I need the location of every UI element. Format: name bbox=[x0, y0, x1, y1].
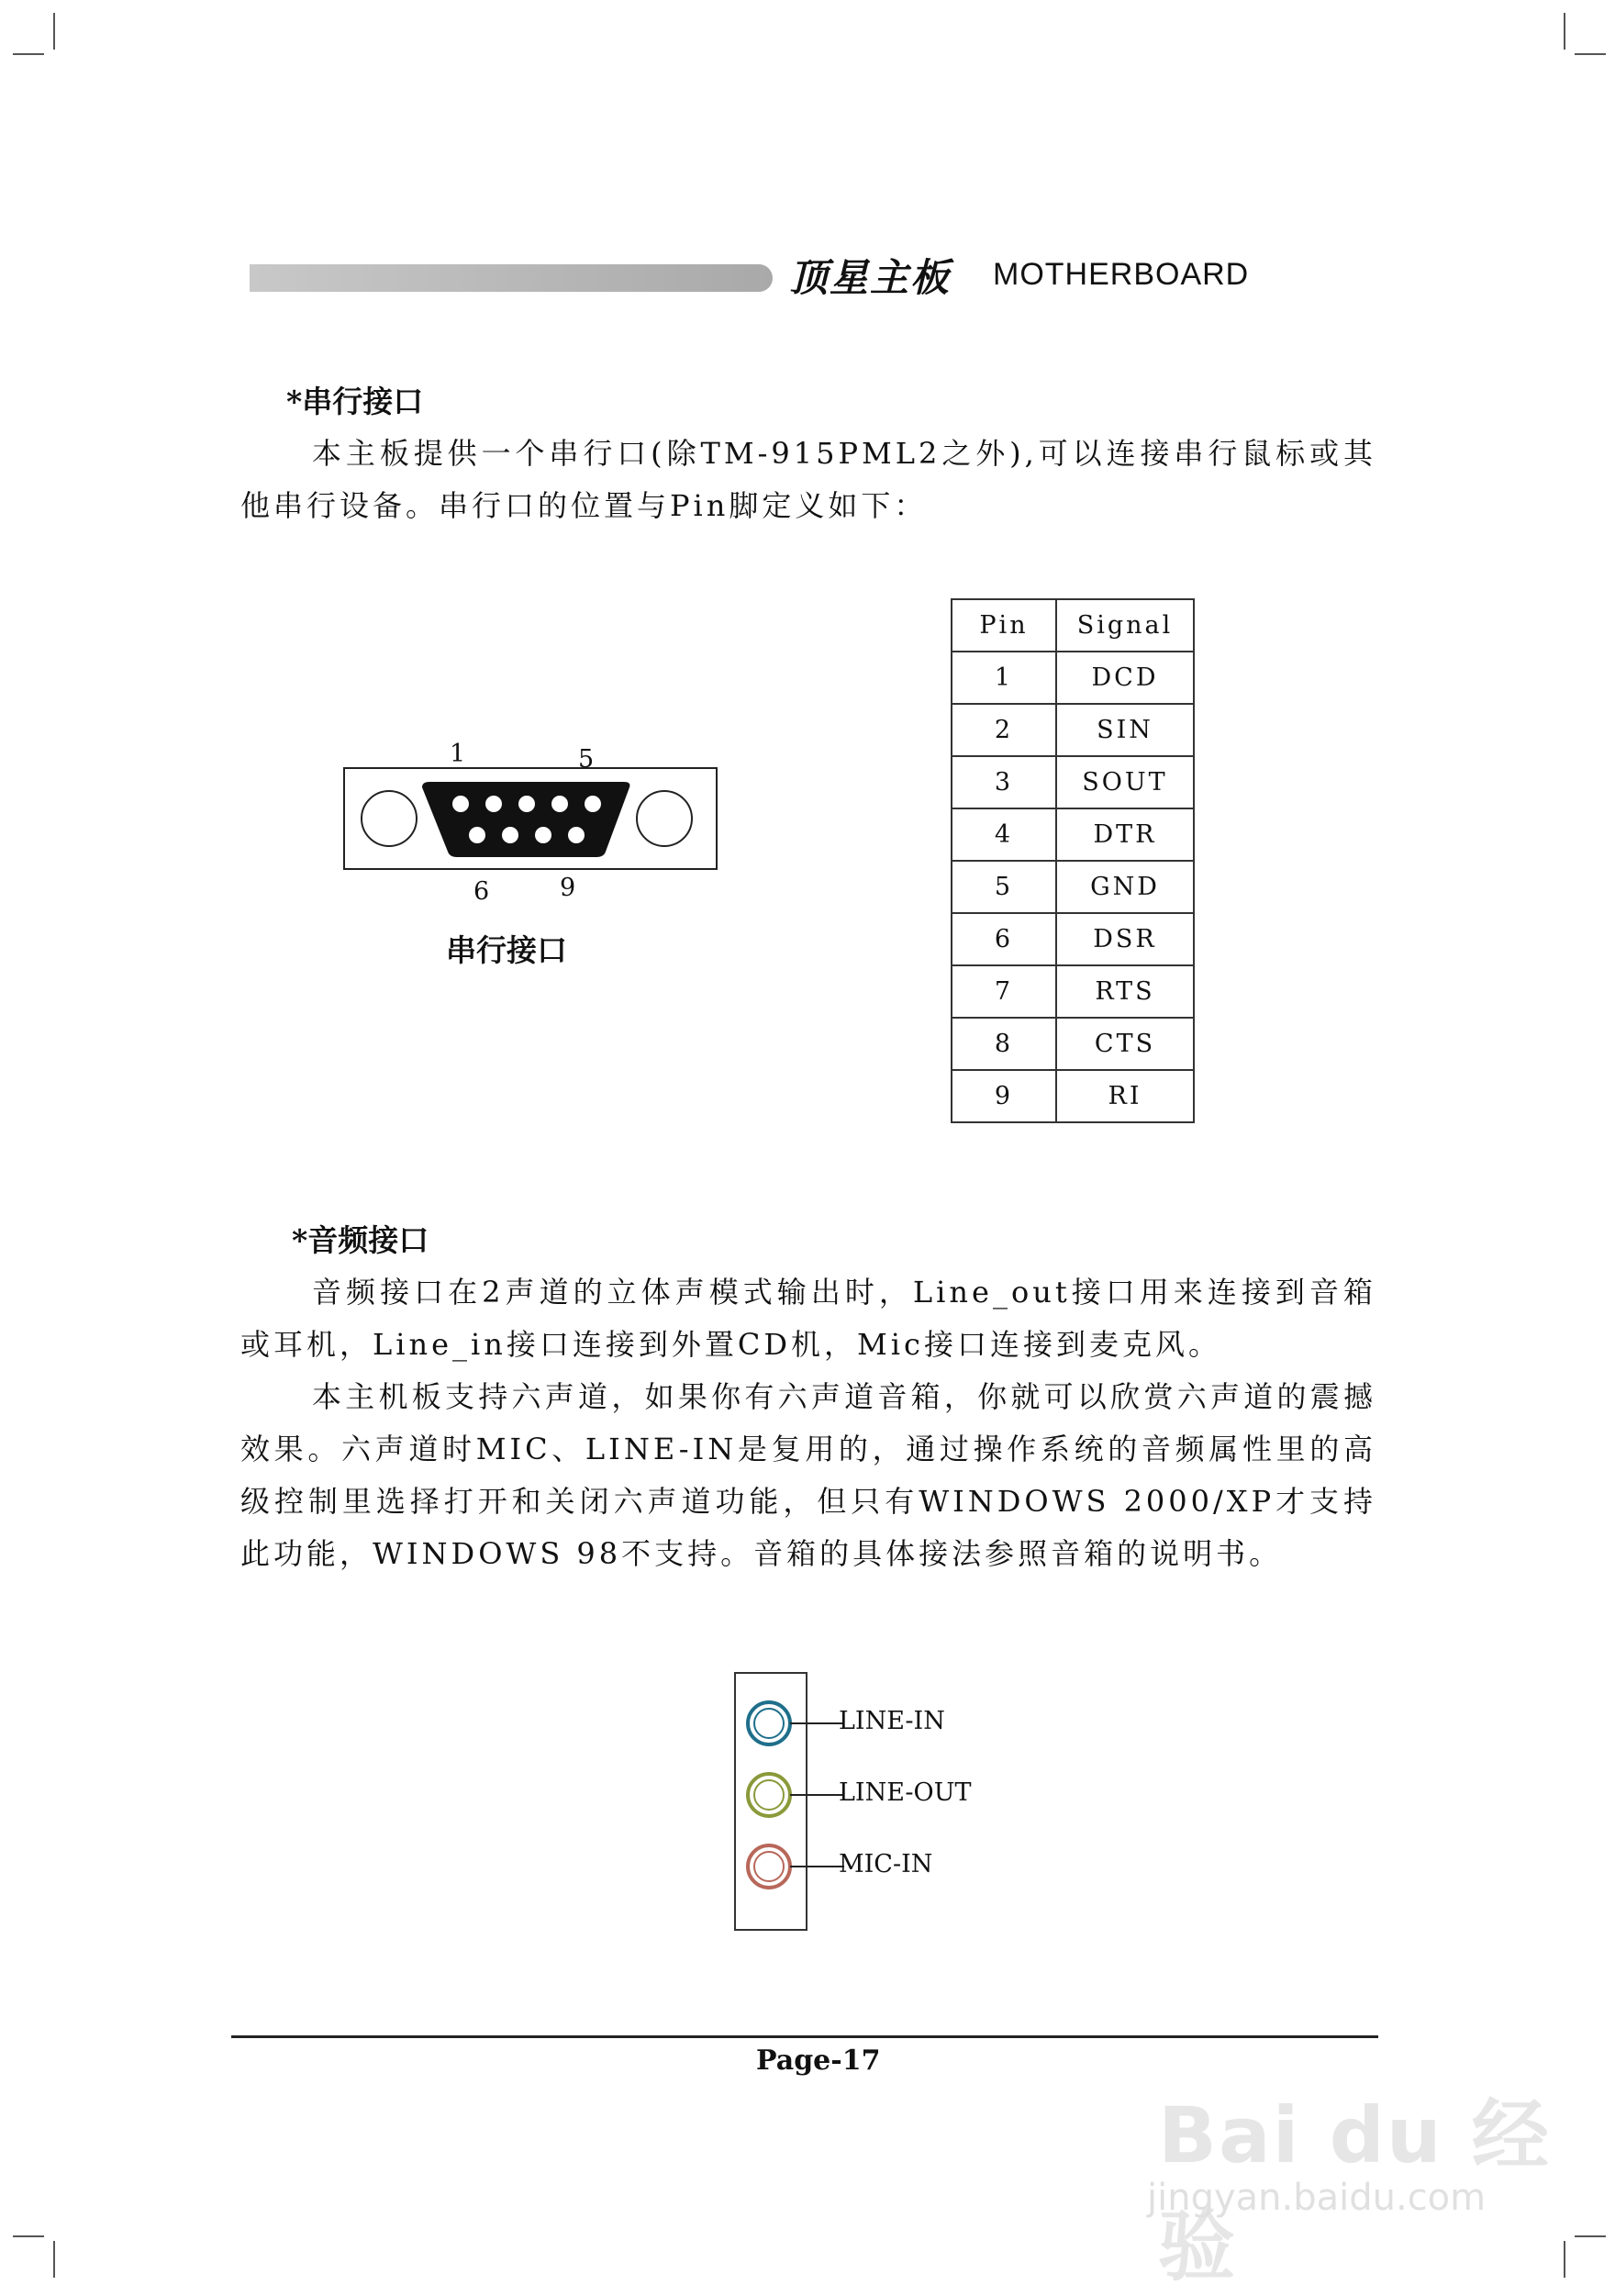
pin-signal: SIN bbox=[1056, 704, 1194, 756]
column-header: Pin bbox=[952, 599, 1056, 652]
page-number: Page-17 bbox=[756, 2045, 881, 2077]
line-out-label: LINE-OUT bbox=[839, 1778, 972, 1807]
table-row bbox=[952, 652, 1194, 704]
audio-jack-diagram bbox=[734, 1672, 844, 1931]
pin-signal: GND bbox=[1056, 861, 1194, 913]
pin-label-9: 9 bbox=[560, 874, 576, 902]
baidu-watermark-logo: Bai du 经验 bbox=[1158, 2090, 1551, 2291]
table-header-row bbox=[952, 599, 1194, 652]
pin-number: 4 bbox=[952, 808, 1056, 861]
d-sub-shell bbox=[422, 782, 629, 857]
table-row bbox=[952, 1070, 1194, 1122]
crop-mark bbox=[1564, 13, 1565, 50]
table-row bbox=[952, 913, 1194, 965]
table-row bbox=[952, 965, 1194, 1018]
pin-label-1: 1 bbox=[450, 740, 466, 768]
audio-paragraph-1: 音频接口在2声道的立体声模式输出时，Line_out接口用来连接到音箱或耳机，Line_in接口连接到外置CD机，Mic接口连接到麦克风。 bbox=[240, 1275, 1376, 1362]
pin-signal: RTS bbox=[1056, 965, 1194, 1018]
crop-mark bbox=[13, 53, 44, 55]
pin-number: 6 bbox=[952, 913, 1056, 965]
column-header: Signal bbox=[1056, 599, 1194, 652]
pin-signal: CTS bbox=[1056, 1018, 1194, 1070]
pin-number: 8 bbox=[952, 1018, 1056, 1070]
mic-in-jack bbox=[748, 1845, 844, 1888]
line-out-jack bbox=[748, 1774, 844, 1816]
pin-number: 3 bbox=[952, 756, 1056, 808]
table-row bbox=[952, 1018, 1194, 1070]
pin-label-6: 6 bbox=[473, 877, 490, 906]
pin-signal: RI bbox=[1056, 1070, 1194, 1122]
pin-signal: DSR bbox=[1056, 913, 1194, 965]
crop-mark bbox=[53, 13, 55, 50]
table-row bbox=[952, 756, 1194, 808]
pin-signal: DTR bbox=[1056, 808, 1194, 861]
serial-paragraph: 本主板提供一个串行口(除TM-915PML2之外),可以连接串行鼠标或其他串行设备。串行口的位置与Pin脚定义如下： bbox=[240, 436, 1376, 523]
audio-heading: *音频接口 bbox=[292, 1222, 429, 1258]
mount-hole-left bbox=[362, 791, 417, 846]
mic-in-label: MIC-IN bbox=[839, 1850, 933, 1878]
line-in-label: LINE-IN bbox=[839, 1707, 945, 1735]
audio-paragraph-2: 本主机板支持六声道，如果你有六声道音箱，你就可以欣赏六声道的震撼效果。六声道时MIC、LINE-IN是复用的，通过操作系统的音频属性里的高级控制里选择打开和关闭六声道功能，但只有WINDOWS 2000/XP才支持此功能，WINDOWS 98不支持。音箱的具体接法参照音箱的说明书。 bbox=[240, 1379, 1376, 1571]
baidu-watermark-url: jingyan.baidu.com bbox=[1147, 2177, 1487, 2219]
connector-caption: 串行接口 bbox=[446, 932, 567, 968]
pin-number: 1 bbox=[952, 652, 1056, 704]
table-row bbox=[952, 861, 1194, 913]
serial-connector-diagram bbox=[343, 767, 719, 874]
pin-number: 7 bbox=[952, 965, 1056, 1018]
serial-heading: *串行接口 bbox=[286, 384, 424, 419]
pin-signal: DCD bbox=[1056, 652, 1194, 704]
pin-signal: SOUT bbox=[1056, 756, 1194, 808]
crop-mark bbox=[53, 2241, 55, 2278]
brand-logo-en: MOTHERBOARD bbox=[993, 257, 1250, 292]
pin-number: 2 bbox=[952, 704, 1056, 756]
brand-logo-cn: 顶星主板 bbox=[789, 255, 952, 300]
footer-rule bbox=[231, 2035, 1378, 2038]
pin-definition-table bbox=[951, 598, 1195, 1123]
line-in-jack bbox=[748, 1702, 844, 1744]
crop-mark bbox=[13, 2235, 44, 2237]
table-row bbox=[952, 704, 1194, 756]
crop-mark bbox=[1575, 53, 1606, 55]
pin-label-5: 5 bbox=[578, 745, 595, 774]
table-row bbox=[952, 808, 1194, 861]
mount-hole-right bbox=[637, 791, 692, 846]
pin-number: 9 bbox=[952, 1070, 1056, 1122]
header-bar bbox=[250, 264, 773, 292]
pin-number: 5 bbox=[952, 861, 1056, 913]
